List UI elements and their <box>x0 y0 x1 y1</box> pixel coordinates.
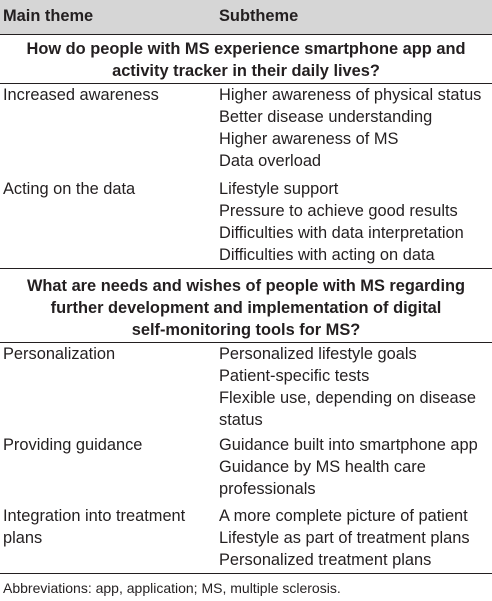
section-question-2 <box>0 275 492 341</box>
section-rule <box>0 268 492 269</box>
subtheme-cell <box>219 343 476 431</box>
section-question-1 <box>0 38 492 82</box>
subtheme-item: Difficulties with acting on data <box>219 246 435 264</box>
main-theme-cell <box>3 434 142 456</box>
main-theme-label: plans <box>3 529 43 547</box>
main-theme-cell <box>3 343 115 365</box>
header-subtheme: Subtheme <box>219 7 299 25</box>
question-line: further development and implementation of digital <box>50 299 442 317</box>
subtheme-item: Better disease understanding <box>219 108 433 126</box>
question-line: activity tracker in their daily lives? <box>112 62 380 80</box>
main-theme-label: Personalization <box>3 345 116 363</box>
main-theme-label: Increased awareness <box>3 86 159 104</box>
main-theme-label: Integration into treatment <box>3 507 186 525</box>
question-line: What are needs and wishes of people with MS regarding <box>26 277 466 295</box>
subtheme-item: Higher awareness of MS <box>219 130 399 148</box>
subtheme-item: Lifestyle support <box>219 180 339 198</box>
subtheme-item: Data overload <box>219 152 322 170</box>
main-theme-label: Providing guidance <box>3 436 143 454</box>
subtheme-item: Flexible use, depending on disease <box>219 389 476 407</box>
header-main-theme: Main theme <box>3 7 94 25</box>
subtheme-item: Higher awareness of physical status <box>219 86 482 104</box>
main-theme-cell <box>3 505 185 549</box>
subtheme-cell <box>219 505 470 571</box>
subtheme-item: Pressure to achieve good results <box>219 202 458 220</box>
subtheme-item: status <box>219 411 263 429</box>
main-theme-cell <box>3 178 135 200</box>
table-footnote: Abbreviations: app, application; MS, multiple sclerosis. <box>3 580 341 596</box>
question-line: How do people with MS experience smartphone app and <box>26 40 466 58</box>
subtheme-item: Lifestyle as part of treatment plans <box>219 529 470 547</box>
subtheme-cell <box>219 178 464 266</box>
subtheme-item: professionals <box>219 480 316 498</box>
subtheme-cell <box>219 434 478 500</box>
question-line: self-monitoring tools for MS? <box>131 321 361 339</box>
subtheme-item: Guidance built into smartphone app <box>219 436 478 454</box>
subtheme-item: A more complete picture of patient <box>219 507 468 525</box>
subtheme-item: Guidance by MS health care <box>219 458 426 476</box>
subtheme-item: Personalized treatment plans <box>219 551 432 569</box>
main-theme-label: Acting on the data <box>3 180 136 198</box>
subtheme-item: Personalized lifestyle goals <box>219 345 417 363</box>
header-rule <box>0 34 492 35</box>
table-header <box>0 0 492 34</box>
subtheme-item: Difficulties with data interpretation <box>219 224 464 242</box>
main-theme-cell <box>3 84 159 106</box>
bottom-rule <box>0 573 492 574</box>
subtheme-cell <box>219 84 481 172</box>
subtheme-item: Patient-specific tests <box>219 367 370 385</box>
